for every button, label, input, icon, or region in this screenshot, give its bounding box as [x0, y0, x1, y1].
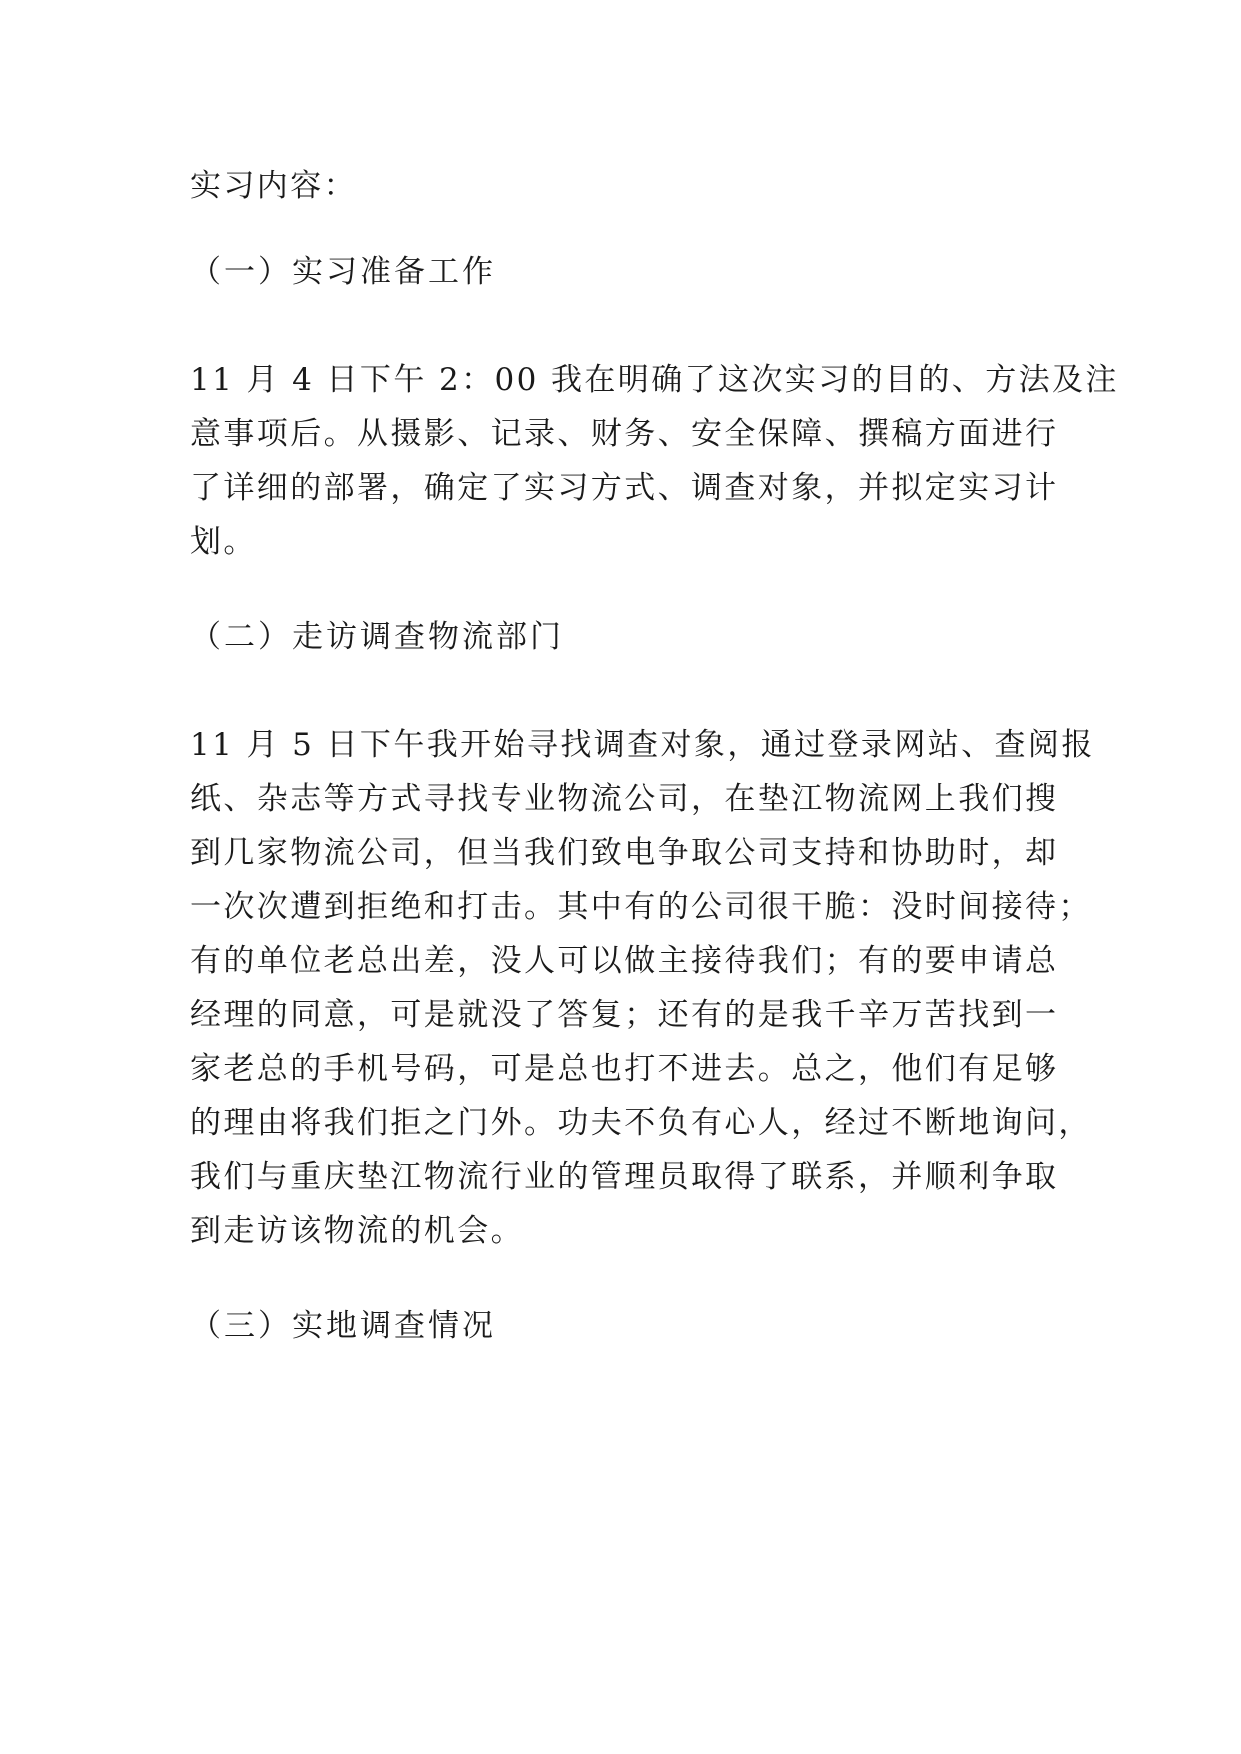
paragraph-preparation-line: 意事项后。从摄影、记录、财务、安全保障、撰稿方面进行 [190, 416, 1059, 452]
paragraph-visit-line: 家老总的手机号码，可是总也打不进去。总之，他们有足够 [190, 1051, 1059, 1087]
heading-preparation: （一）实习准备工作 [190, 254, 496, 290]
paragraph-preparation-line: 了详细的部署，确定了实习方式、调查对象，并拟定实习计 [190, 470, 1059, 506]
paragraph-visit-line: 我们与重庆垫江物流行业的管理员取得了联系，并顺利争取 [190, 1159, 1059, 1195]
heading-visit: （二）走访调查物流部门 [190, 619, 564, 655]
paragraph-visit-line: 有的单位老总出差，没人可以做主接待我们；有的要申请总 [190, 943, 1059, 979]
paragraph-visit-line: 的理由将我们拒之门外。功夫不负有心人，经过不断地询问， [190, 1105, 1092, 1141]
paragraph-visit-line: 纸、杂志等方式寻找专业物流公司，在垫江物流网上我们搜 [190, 781, 1059, 817]
section-title: 实习内容： [190, 168, 357, 204]
paragraph-visit-line: 11 月 5 日下午我开始寻找调查对象，通过登录网站、查阅报 [190, 727, 1095, 763]
paragraph-preparation-line: 划。 [190, 524, 257, 560]
paragraph-preparation-line: 11 月 4 日下午 2：00 我在明确了这次实习的目的、方法及注 [190, 362, 1119, 398]
paragraph-visit-line: 一次次遭到拒绝和打击。其中有的公司很干脆：没时间接待； [190, 889, 1092, 925]
paragraph-visit-line: 到几家物流公司，但当我们致电争取公司支持和协助时，却 [190, 835, 1059, 871]
paragraph-visit-line: 到走访该物流的机会。 [190, 1213, 524, 1249]
paragraph-visit-line: 经理的同意，可是就没了答复；还有的是我千辛万苦找到一 [190, 997, 1059, 1033]
heading-field-survey: （三）实地调查情况 [190, 1308, 496, 1344]
